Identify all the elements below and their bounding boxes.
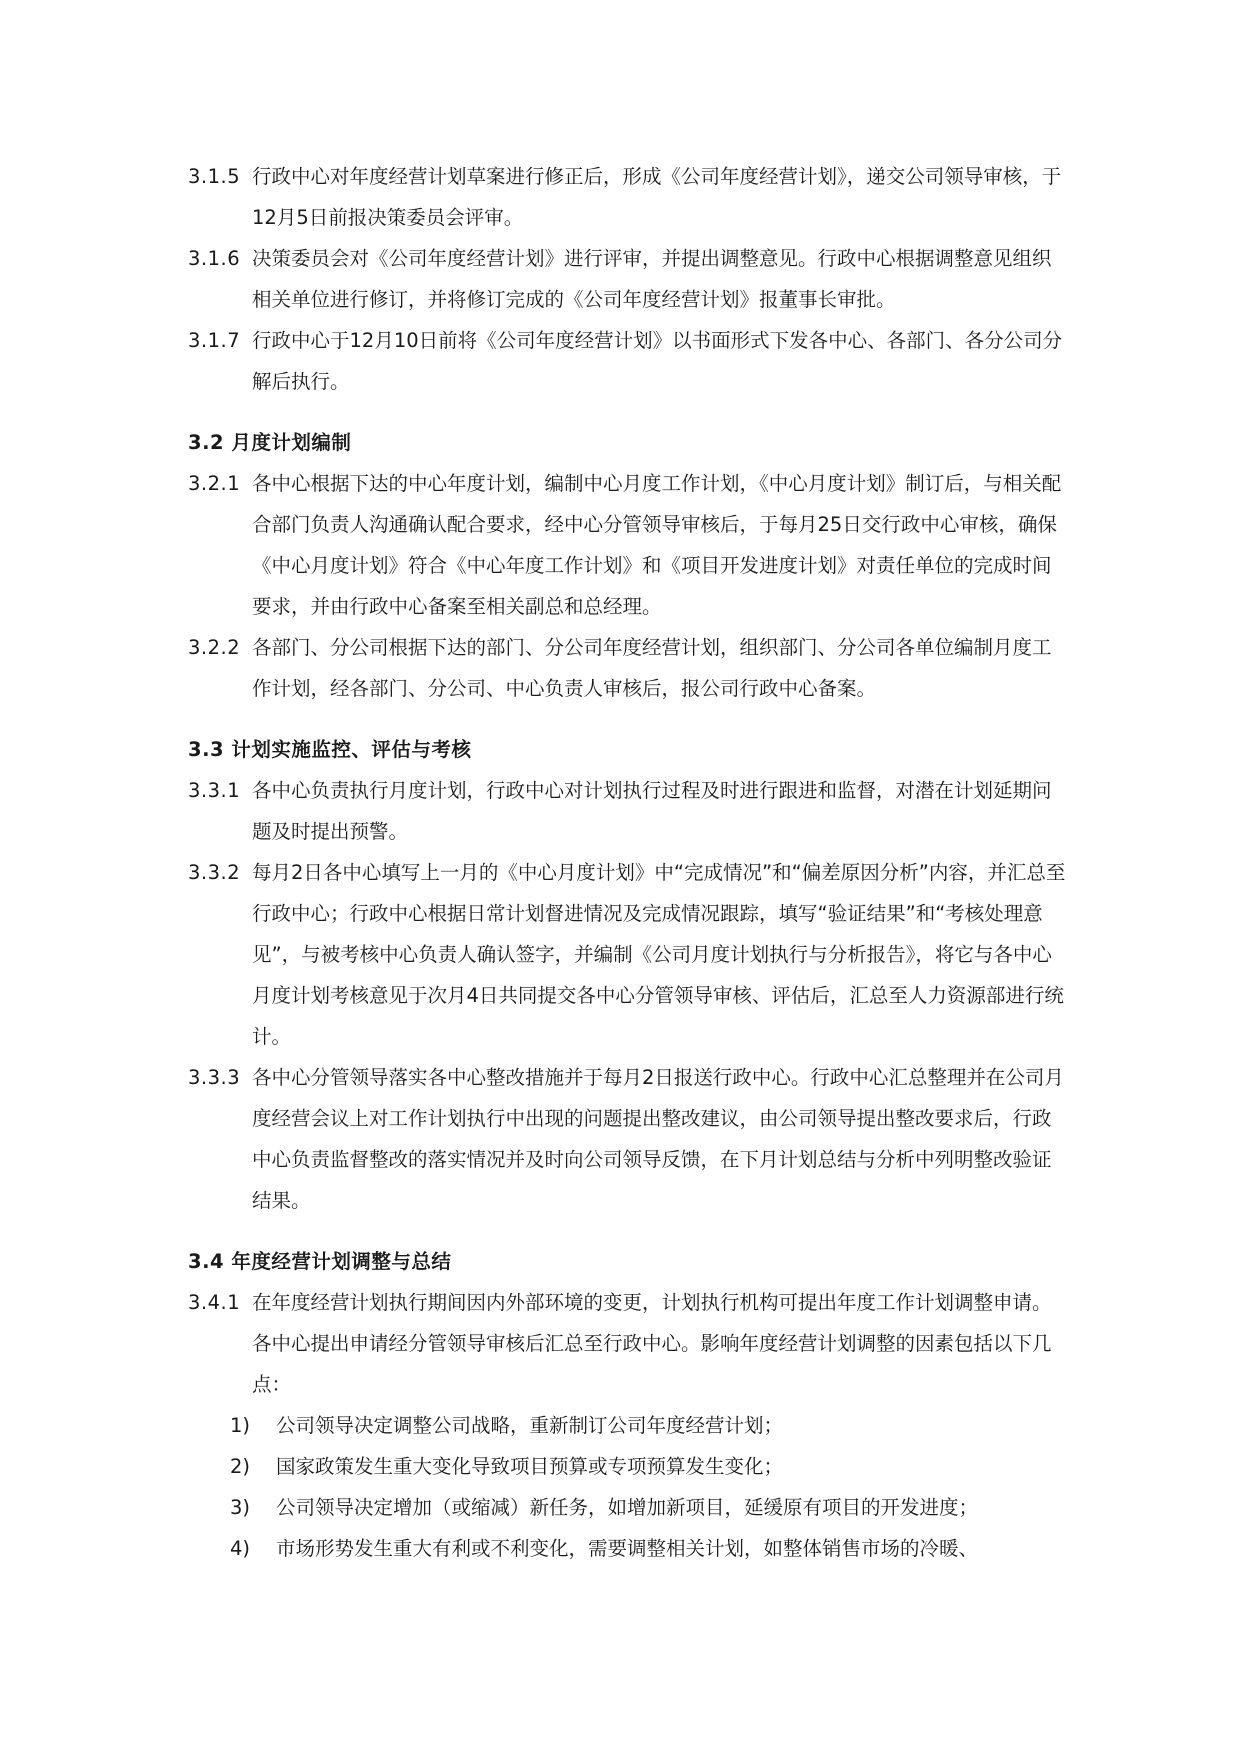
list-item-number: 1) <box>230 1414 251 1437</box>
clause-number: 3.1.5 <box>188 165 241 188</box>
list-item-text: 公司领导决定增加（或缩减）新任务，如增加新项目，延缓原有项目的开发进度； <box>276 1496 979 1519</box>
list-item <box>230 1528 1068 1569</box>
clause-3-3-1 <box>188 770 1068 852</box>
list-item <box>230 1405 1068 1446</box>
clause-number: 3.1.7 <box>188 329 241 352</box>
list-item-number: 3) <box>230 1496 251 1519</box>
list-item-number: 2) <box>230 1455 251 1478</box>
clause-text: 各中心负责执行月度计划，行政中心对计划执行过程及时进行跟进和监督，对潜在计划延期问题及时提出预警。 <box>252 779 1052 843</box>
clause-text: 每月2日各中心填写上一月的《中心月度计划》中“完成情况”和“偏差原因分析”内容，并汇总至行政中心；行政中心根据日常计划督进情况及完成情况跟踪，填写“验证结果”和“考核处理意见”，与被考核中心负责人确认签字，并编制《公司月度计划执行与分析报告》，将它与各中心月度计划考核意见于次月4日共同提交各中心分管领导审核、评估后，汇总至人力资源部进行统计。 <box>252 861 1066 1048</box>
clause-3-3-2 <box>188 852 1068 1057</box>
clause-text: 决策委员会对《公司年度经营计划》进行评审，并提出调整意见。行政中心根据调整意见组织相关单位进行修订，并将修订完成的《公司年度经营计划》报董事长审批。 <box>252 247 1052 311</box>
clause-3-2-1 <box>188 463 1068 627</box>
list-item-text: 公司领导决定调整公司战略，重新制订公司年度经营计划； <box>276 1414 784 1437</box>
section-heading-3-2: 3.2 月度计划编制 <box>188 431 352 454</box>
clause-3-1-7 <box>188 320 1068 402</box>
clause-text: 各中心根据下达的中心年度计划，编制中心月度工作计划，《中心月度计划》制订后，与相关配合部门负责人沟通确认配合要求，经中心分管领导审核后，于每月25日交行政中心审核，确保《中心月度计划》符合《中心年度工作计划》和《项目开发进度计划》对责任单位的完成时间要求，并由行政中心备案至相关副总和总经理。 <box>252 472 1062 618</box>
list-item <box>230 1446 1068 1487</box>
clause-text: 在年度经营计划执行期间因内外部环境的变更，计划执行机构可提出年度工作计划调整申请。各中心提出申请经分管领导审核后汇总至行政中心。影响年度经营计划调整的因素包括以下几点： <box>252 1291 1052 1396</box>
clause-text: 各部门、分公司根据下达的部门、分公司年度经营计划，组织部门、分公司各单位编制月度工作计划，经各部门、分公司、中心负责人审核后，报公司行政中心备案。 <box>252 636 1052 700</box>
clause-number: 3.3.2 <box>188 861 241 884</box>
clause-number: 3.1.6 <box>188 247 241 270</box>
clause-text: 行政中心于12月10日前将《公司年度经营计划》以书面形式下发各中心、各部门、各分公司分解后执行。 <box>252 329 1063 393</box>
clause-text: 行政中心对年度经营计划草案进行修正后，形成《公司年度经营计划》，递交公司领导审核，于12月5日前报决策委员会评审。 <box>252 165 1062 229</box>
clause-number: 3.3.1 <box>188 779 241 802</box>
document-body <box>188 156 1068 1569</box>
list-item <box>230 1487 1068 1528</box>
list-item-text: 市场形势发生重大有利或不利变化，需要调整相关计划，如整体销售市场的冷暖、 <box>276 1537 979 1560</box>
clause-3-3-3 <box>188 1057 1068 1221</box>
clause-3-4-1 <box>188 1282 1068 1405</box>
clause-3-1-6 <box>188 238 1068 320</box>
section-heading-3-4: 3.4 年度经营计划调整与总结 <box>188 1250 452 1273</box>
list-item-text: 国家政策发生重大变化导致项目预算或专项预算发生变化； <box>276 1455 784 1478</box>
clause-3-2-2 <box>188 627 1068 709</box>
section-heading-3-3: 3.3 计划实施监控、评估与考核 <box>188 738 472 761</box>
list-item-number: 4) <box>230 1537 251 1560</box>
clause-3-1-5 <box>188 156 1068 238</box>
clause-number: 3.3.3 <box>188 1066 241 1089</box>
clause-number: 3.2.2 <box>188 636 241 659</box>
clause-number: 3.4.1 <box>188 1291 241 1314</box>
clause-text: 各中心分管领导落实各中心整改措施并于每月2日报送行政中心。行政中心汇总整理并在公司月度经营会议上对工作计划执行中出现的问题提出整改建议，由公司领导提出整改要求后，行政中心负责监督整改的落实情况并及时向公司领导反馈，在下月计划总结与分析中列明整改验证结果。 <box>252 1066 1064 1212</box>
clause-number: 3.2.1 <box>188 472 241 495</box>
